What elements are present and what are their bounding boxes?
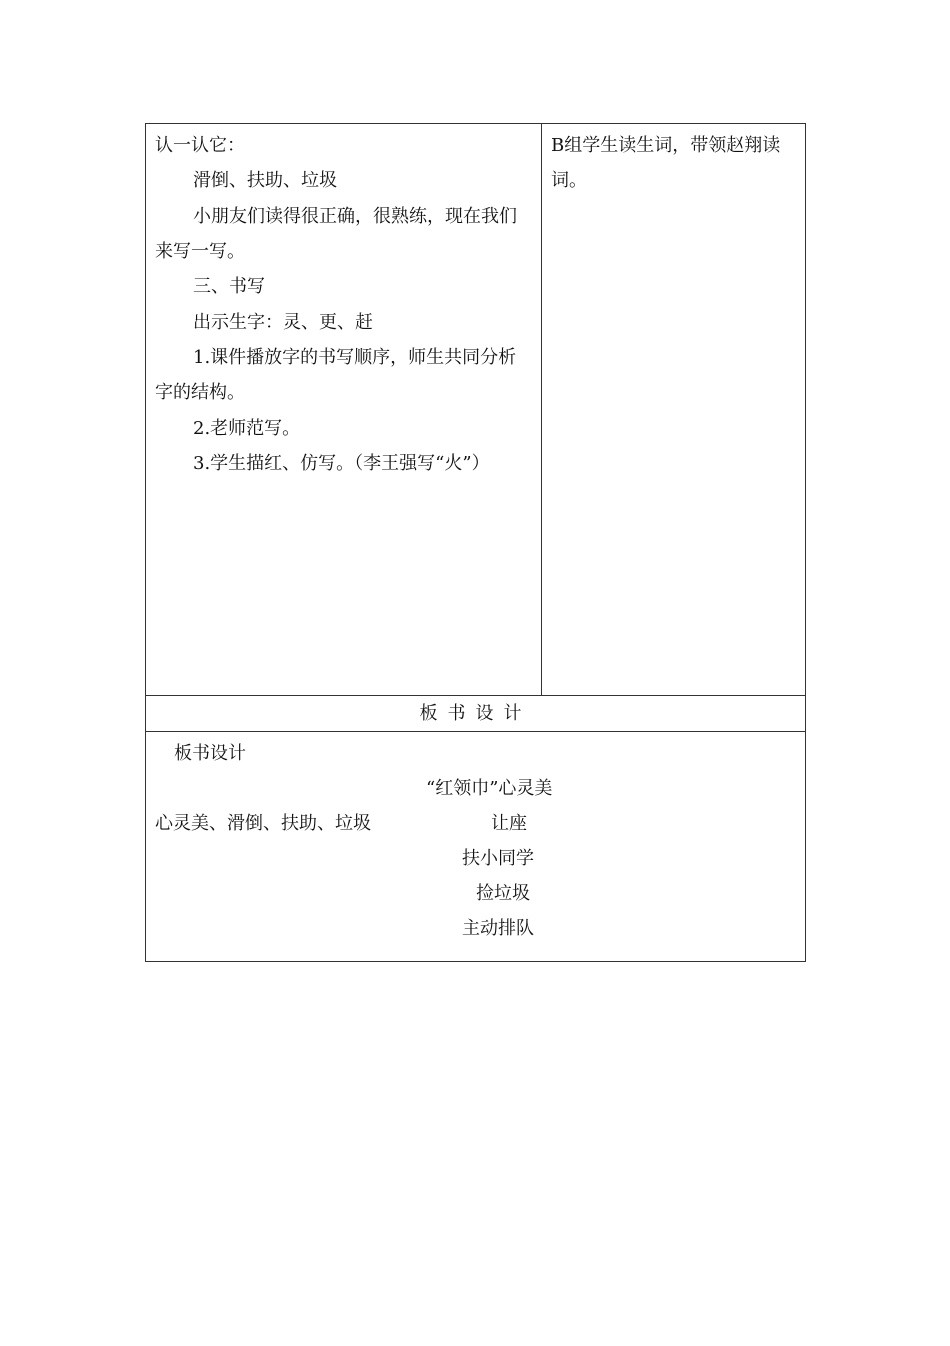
notes-line: 词。 [551, 170, 587, 191]
teaching-row [146, 124, 805, 696]
board-section-header: 板书设计 [419, 703, 532, 724]
process-line: 来写一写。 [155, 241, 245, 262]
board-design-item: 主动排队 [462, 918, 534, 939]
process-line: 滑倒、扶助、垃圾 [193, 170, 337, 191]
board-design-label: 板书设计 [174, 743, 246, 764]
process-line: 2.老师范写。 [193, 418, 301, 439]
process-line: 字的结构。 [155, 382, 245, 403]
process-line: 认一认它： [155, 135, 245, 156]
teaching-process-cell [146, 124, 542, 695]
differentiated-notes-cell [542, 124, 805, 695]
process-line: 1.课件播放字的书写顺序，师生共同分析 [193, 347, 517, 368]
board-section-header-row [146, 696, 805, 732]
board-design-item: 扶小同学 [462, 848, 534, 869]
process-line: 三、书写 [193, 276, 265, 297]
process-line: 出示生字：灵、更、赶 [193, 312, 373, 333]
board-design-cell [146, 732, 805, 961]
process-line: 3.学生描红、仿写。（李王强写“火”） [193, 453, 490, 474]
board-design-title: “红领巾”心灵美 [426, 778, 553, 799]
board-design-words: 心灵美、滑倒、扶助、垃圾 [155, 813, 371, 834]
notes-line: B组学生读生词，带领赵翔读 [551, 135, 781, 156]
lesson-plan-table [145, 123, 806, 962]
board-design-item: 让座 [491, 813, 527, 834]
process-line: 小朋友们读得很正确，很熟练，现在我们 [193, 206, 517, 227]
board-design-item: 捡垃圾 [476, 883, 530, 904]
